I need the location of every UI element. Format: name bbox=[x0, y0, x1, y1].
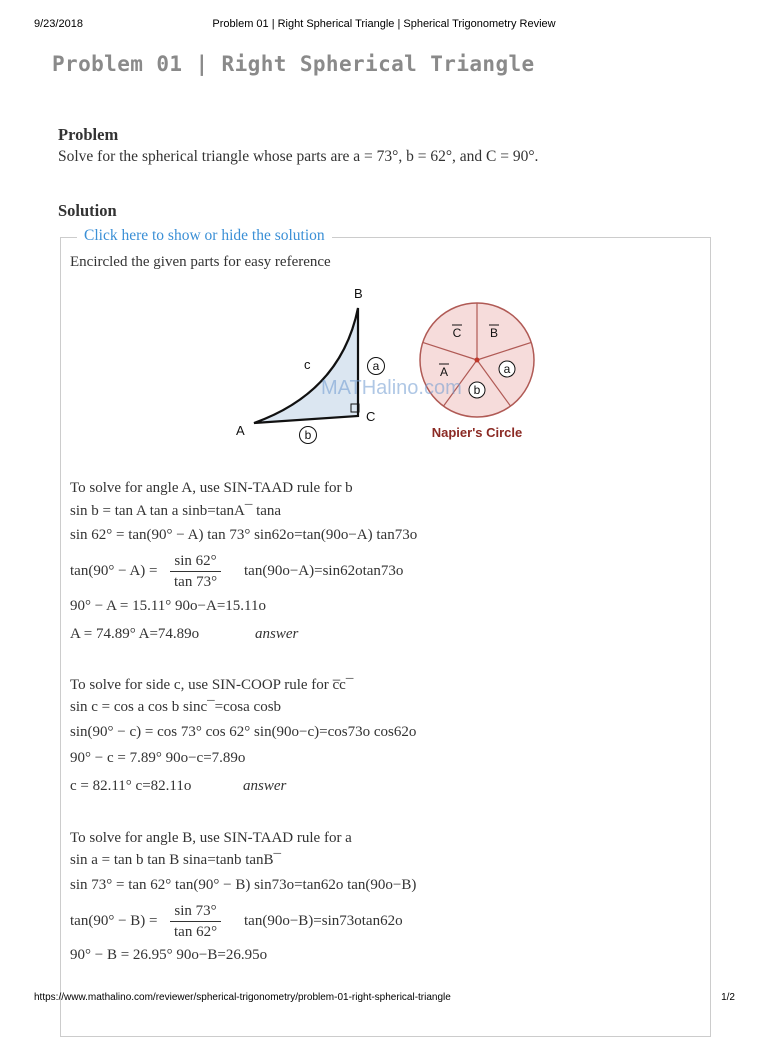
fraction-sin73-tan62 bbox=[170, 901, 221, 942]
solution-heading: Solution bbox=[58, 201, 117, 220]
step-side-c-result: c = 82.11° c=82.11o bbox=[70, 778, 192, 794]
napier-b-label: b bbox=[473, 383, 481, 397]
step-angle-A-line-1: sin b = tan A tan a sinb=tanA¯ tana bbox=[70, 503, 282, 519]
step-angle-A-lhs: tan(90° − A) = bbox=[70, 563, 158, 579]
print-footer bbox=[0, 992, 768, 1006]
napier-b-bar-label: B bbox=[489, 326, 499, 340]
step-angle-A-intro: To solve for angle A, use SIN-TAAD rule for b bbox=[70, 480, 353, 496]
step-angle-B-intro: To solve for angle B, use SIN-TAAD rule for a bbox=[70, 830, 352, 846]
side-b-label: b bbox=[304, 428, 312, 442]
step-angle-B-line-1: sin a = tan b tan B sina=tanb tanB¯ bbox=[70, 852, 282, 868]
spherical-triangle-figure bbox=[226, 280, 536, 445]
problem-statement: Solve for the spherical triangle whose parts are a = 73°, b = 62°, and C = 90°. bbox=[58, 148, 539, 165]
vertex-A-label: A bbox=[236, 423, 245, 438]
napier-a-label: a bbox=[503, 362, 511, 376]
step-side-c-intro: To solve for side c, use SIN-COOP rule for c̅c¯ bbox=[70, 677, 354, 693]
step-angle-A-rhs: tan(90o−A)=sin62otan73o bbox=[244, 563, 404, 579]
step-side-c-line-3: 90° − c = 7.89° 90o−c=7.89o bbox=[70, 750, 246, 766]
solution-intro: Encircled the given parts for easy reference bbox=[70, 254, 331, 270]
fraction-numerator: sin 62° bbox=[170, 551, 221, 572]
side-c-label: c bbox=[304, 357, 311, 372]
vertex-B-label: B bbox=[354, 286, 363, 301]
print-header bbox=[0, 16, 768, 32]
toggle-solution-link[interactable]: Click here to show or hide the solution bbox=[77, 227, 332, 245]
step-angle-B-lhs: tan(90° − B) = bbox=[70, 913, 158, 929]
page-number: 1/2 bbox=[721, 992, 735, 1003]
page-url: https://www.mathalino.com/reviewer/spherical-trigonometry/problem-01-right-spherical-triangle bbox=[34, 992, 451, 1003]
fraction-sin62-tan73 bbox=[170, 551, 221, 592]
napier-a-bar-label: A bbox=[439, 365, 449, 379]
step-angle-B-rhs: tan(90o−B)=sin73otan62o bbox=[244, 913, 403, 929]
step-side-c-line-2: sin(90° − c) = cos 73° cos 62° sin(90o−c)=cos73o cos62o bbox=[70, 724, 417, 740]
fraction-numerator: sin 73° bbox=[170, 901, 221, 922]
fraction-denominator: tan 73° bbox=[174, 574, 218, 590]
page-title: Problem 01 | Right Spherical Triangle bbox=[52, 52, 535, 76]
step-angle-A-result: A = 74.89° A=74.89o bbox=[70, 626, 200, 642]
print-date: 9/23/2018 bbox=[34, 18, 83, 30]
fraction-denominator: tan 62° bbox=[174, 924, 218, 940]
napiers-circle bbox=[420, 303, 534, 417]
problem-heading: Problem bbox=[58, 125, 119, 144]
napier-c-bar-label: C bbox=[452, 326, 462, 340]
vertex-C-label: C bbox=[366, 409, 376, 424]
napier-caption: Napier's Circle bbox=[431, 425, 523, 440]
step-angle-A-line-2: sin 62° = tan(90° − A) tan 73° sin62o=tan(90o−A) tan73o bbox=[70, 527, 418, 543]
side-a-label: a bbox=[372, 359, 380, 373]
step-side-c-line-1: sin c = cos a cos b sinc¯=cosa cosb bbox=[70, 699, 282, 715]
watermark-logo: MATHalino.com bbox=[321, 377, 462, 399]
answer-label-c: answer bbox=[243, 778, 287, 794]
step-angle-A-line-4: 90° − A = 15.11° 90o−A=15.11o bbox=[70, 598, 266, 614]
answer-label-A: answer bbox=[255, 626, 299, 642]
step-angle-B-line-2: sin 73° = tan 62° tan(90° − B) sin73o=tan62o tan(90o−B) bbox=[70, 877, 417, 893]
step-angle-B-line-4: 90° − B = 26.95° 90o−B=26.95o bbox=[70, 947, 268, 963]
print-page-title: Problem 01 | Right Spherical Triangle | Spherical Trigonometry Review bbox=[212, 18, 556, 30]
